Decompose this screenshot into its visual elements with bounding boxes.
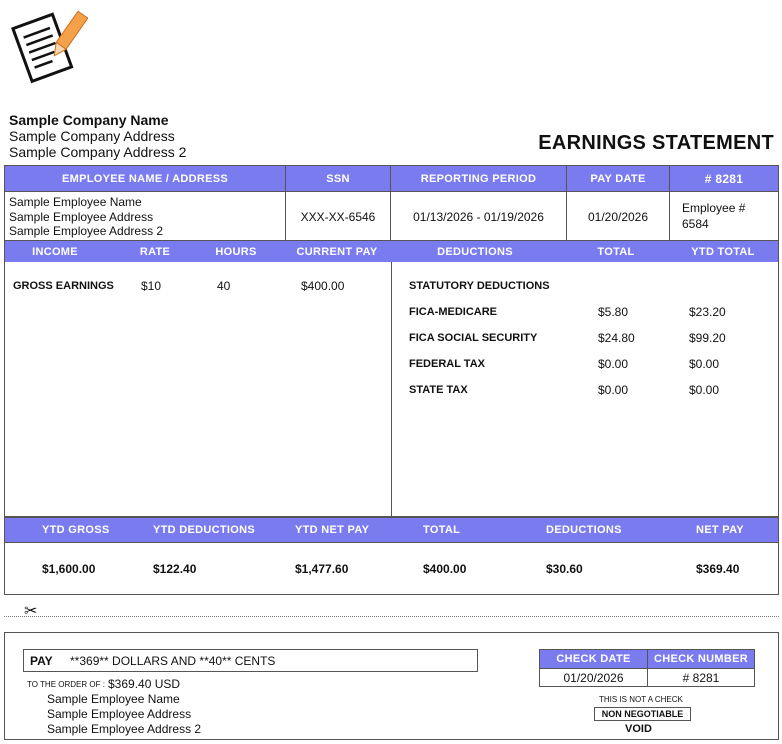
header-hours: HOURS [215,245,257,258]
company-block [9,112,186,160]
header-statement-number: # 8281 [670,166,778,191]
employee-info-table [4,165,779,241]
deduction-ytd: $0.00 [689,383,720,397]
header-ytd-net-pay: YTD NET PAY [295,524,370,536]
pay-label: PAY [30,653,53,668]
total-value: $400.00 [423,562,467,576]
deduction-total: $0.00 [598,357,629,371]
header-total: TOTAL [423,524,461,536]
check-stub [4,632,779,740]
check-number-value: # 8281 [648,668,754,687]
header-rate: RATE [139,245,171,258]
company-address-2: Sample Company Address 2 [9,144,187,160]
header-ytd-total: YTD TOTAL [691,245,755,258]
deduction-label: FEDERAL TAX [409,358,485,370]
ssn-value: XXX-XX-6546 [286,192,391,241]
header-ytd-gross: YTD GROSS [42,524,110,536]
header-check-number: CHECK NUMBER [648,650,754,668]
statutory-deductions-label: STATUTORY DEDUCTIONS [409,280,550,292]
section-divider [391,262,392,516]
income-hours: 40 [217,279,231,293]
header-deductions: DEDUCTIONS [546,524,622,536]
pay-amount-words: **369** DOLLARS AND **40** CENTS [70,653,276,668]
scissors-icon: ✂ [24,603,38,620]
deduction-ytd: $99.20 [689,331,726,345]
pay-amount-box [23,649,478,672]
income-rate: $10 [141,279,162,293]
payee-address-2: Sample Employee Address 2 [47,722,202,736]
check-info-table [539,649,755,687]
header-check-date: CHECK DATE [540,650,647,668]
income-label: GROSS EARNINGS [13,280,114,292]
reporting-period-value: 01/13/2026 - 01/19/2026 [391,192,567,241]
income-current-pay: $400.00 [301,279,345,293]
order-amount: $369.40 USD [108,677,181,691]
header-ssn: SSN [286,166,391,191]
cut-line [4,616,779,617]
employee-name: Sample Employee Name [9,195,142,209]
void-label: VOID [625,723,652,735]
employee-number-value: 6584 [682,217,709,231]
deduction-total: $24.80 [598,331,635,345]
employee-address: Sample Employee Address [9,209,154,224]
non-negotiable-badge: NON NEGOTIABLE [594,707,691,721]
order-label: TO THE ORDER OF : [27,680,105,689]
company-address: Sample Company Address [9,128,175,144]
pay-date-value: 01/20/2026 [567,192,670,241]
deduction-label: FICA SOCIAL SECURITY [409,332,538,344]
employee-name-address [5,192,286,241]
deduction-label: FICA-MEDICARE [409,306,497,318]
employee-address-2: Sample Employee Address 2 [9,224,164,238]
header-pay-date: PAY DATE [567,166,670,191]
ytd-deductions-value: $122.40 [153,562,197,576]
header-total: TOTAL [597,245,635,258]
header-reporting-period: REPORTING PERIOD [391,166,567,191]
totals-section [4,517,779,595]
deductions-value: $30.60 [546,562,583,576]
payee-address: Sample Employee Address [47,707,192,721]
header-employee-name: EMPLOYEE NAME / ADDRESS [5,166,286,191]
header-deductions: DEDUCTIONS [437,245,513,258]
document-pencil-icon [8,6,88,86]
net-pay-value: $369.40 [696,562,740,576]
employee-number [670,192,778,241]
not-a-check-label: THIS IS NOT A CHECK [599,695,683,704]
header-current-pay: CURRENT PAY [296,245,378,258]
payee-name: Sample Employee Name [47,692,180,706]
deduction-total: $5.80 [598,305,629,319]
ytd-gross-value: $1,600.00 [42,562,96,576]
earnings-deductions-section [4,241,779,517]
employee-number-label: Employee # [682,201,746,215]
deduction-ytd: $0.00 [689,357,720,371]
check-date-value: 01/20/2026 [540,668,647,687]
deduction-total: $0.00 [598,383,629,397]
header-ytd-deductions: YTD DEDUCTIONS [153,524,255,536]
company-name: Sample Company Name [9,112,169,128]
header-net-pay: NET PAY [696,524,744,536]
deduction-label: STATE TAX [409,384,468,396]
header-income: INCOME [32,245,78,258]
payee-block [47,692,201,737]
deduction-ytd: $23.20 [689,305,726,319]
statement-title: EARNINGS STATEMENT [538,132,774,154]
ytd-net-pay-value: $1,477.60 [295,562,349,576]
